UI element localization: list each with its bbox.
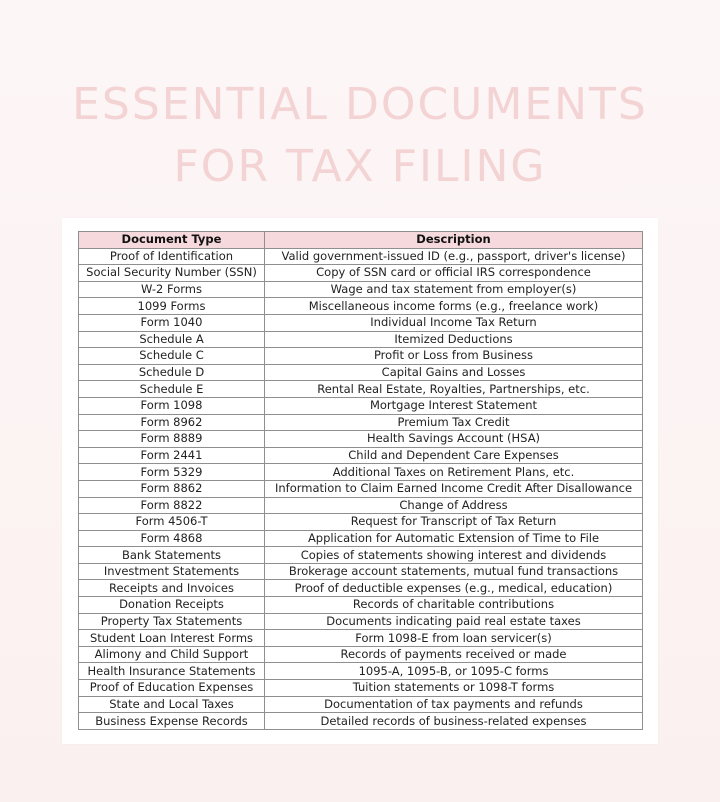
document-type-cell: Form 1098 — [79, 397, 265, 414]
document-type-cell: Form 8889 — [79, 431, 265, 448]
table-row — [79, 530, 643, 547]
table-row — [79, 680, 643, 697]
description-cell: Health Savings Account (HSA) — [265, 431, 643, 448]
document-type-cell: W-2 Forms — [79, 281, 265, 298]
table-row — [79, 414, 643, 431]
document-type-cell: Form 1040 — [79, 314, 265, 331]
document-type-cell: Form 8962 — [79, 414, 265, 431]
description-cell: Child and Dependent Care Expenses — [265, 447, 643, 464]
document-type-cell: Donation Receipts — [79, 597, 265, 614]
table-row — [79, 397, 643, 414]
document-type-cell: Health Insurance Statements — [79, 663, 265, 680]
table-row — [79, 480, 643, 497]
table-row — [79, 447, 643, 464]
document-type-cell: State and Local Taxes — [79, 696, 265, 713]
description-cell: Miscellaneous income forms (e.g., freelance work) — [265, 298, 643, 315]
description-cell: Form 1098-E from loan servicer(s) — [265, 630, 643, 647]
description-cell: Copy of SSN card or official IRS correspondence — [265, 265, 643, 282]
description-cell: Individual Income Tax Return — [265, 314, 643, 331]
table-row — [79, 348, 643, 365]
page-title — [0, 74, 720, 198]
page-title-line-1: ESSENTIAL DOCUMENTS — [72, 79, 648, 130]
description-cell: Detailed records of business-related expenses — [265, 713, 643, 730]
document-type-cell: Proof of Education Expenses — [79, 680, 265, 697]
table-header-row — [79, 232, 643, 249]
document-type-cell: 1099 Forms — [79, 298, 265, 315]
table-row — [79, 563, 643, 580]
documents-table — [78, 231, 643, 730]
table-row — [79, 248, 643, 265]
document-type-cell: Social Security Number (SSN) — [79, 265, 265, 282]
description-cell: Profit or Loss from Business — [265, 348, 643, 365]
table-row — [79, 547, 643, 564]
table-row — [79, 265, 643, 282]
description-cell: Wage and tax statement from employer(s) — [265, 281, 643, 298]
table-card — [62, 218, 658, 744]
document-type-cell: Receipts and Invoices — [79, 580, 265, 597]
table-row — [79, 497, 643, 514]
table-row — [79, 281, 643, 298]
document-type-cell: Form 4868 — [79, 530, 265, 547]
document-type-cell: Schedule A — [79, 331, 265, 348]
description-cell: Additional Taxes on Retirement Plans, etc. — [265, 464, 643, 481]
document-type-cell: Business Expense Records — [79, 713, 265, 730]
page-title-line-2: FOR TAX FILING — [173, 141, 547, 192]
document-type-cell: Schedule D — [79, 364, 265, 381]
document-type-cell: Form 8822 — [79, 497, 265, 514]
table-row — [79, 314, 643, 331]
description-cell: Capital Gains and Losses — [265, 364, 643, 381]
table-row — [79, 298, 643, 315]
description-cell: Documentation of tax payments and refunds — [265, 696, 643, 713]
description-cell: Change of Address — [265, 497, 643, 514]
document-type-cell: Form 2441 — [79, 447, 265, 464]
description-cell: Documents indicating paid real estate taxes — [265, 613, 643, 630]
description-cell: Brokerage account statements, mutual fund transactions — [265, 563, 643, 580]
description-cell: Application for Automatic Extension of Time to File — [265, 530, 643, 547]
table-row — [79, 646, 643, 663]
document-type-cell: Student Loan Interest Forms — [79, 630, 265, 647]
table-row — [79, 364, 643, 381]
table-row — [79, 597, 643, 614]
table-row — [79, 331, 643, 348]
table-row — [79, 464, 643, 481]
description-cell: Information to Claim Earned Income Credit After Disallowance — [265, 480, 643, 497]
description-cell: Records of payments received or made — [265, 646, 643, 663]
document-type-cell: Proof of Identification — [79, 248, 265, 265]
description-cell: Rental Real Estate, Royalties, Partnerships, etc. — [265, 381, 643, 398]
column-header-document-type: Document Type — [79, 232, 265, 249]
document-type-cell: Form 4506-T — [79, 514, 265, 531]
document-type-cell: Bank Statements — [79, 547, 265, 564]
description-cell: Premium Tax Credit — [265, 414, 643, 431]
description-cell: Request for Transcript of Tax Return — [265, 514, 643, 531]
table-row — [79, 630, 643, 647]
document-type-cell: Property Tax Statements — [79, 613, 265, 630]
document-type-cell: Investment Statements — [79, 563, 265, 580]
table-row — [79, 713, 643, 730]
document-type-cell: Schedule C — [79, 348, 265, 365]
table-row — [79, 381, 643, 398]
document-type-cell: Form 8862 — [79, 480, 265, 497]
table-row — [79, 514, 643, 531]
document-type-cell: Schedule E — [79, 381, 265, 398]
description-cell: Tuition statements or 1098-T forms — [265, 680, 643, 697]
table-row — [79, 613, 643, 630]
description-cell: Itemized Deductions — [265, 331, 643, 348]
table-row — [79, 580, 643, 597]
description-cell: Mortgage Interest Statement — [265, 397, 643, 414]
description-cell: Records of charitable contributions — [265, 597, 643, 614]
table-row — [79, 663, 643, 680]
description-cell: Copies of statements showing interest and dividends — [265, 547, 643, 564]
document-type-cell: Alimony and Child Support — [79, 646, 265, 663]
description-cell: 1095-A, 1095-B, or 1095-C forms — [265, 663, 643, 680]
description-cell: Proof of deductible expenses (e.g., medical, education) — [265, 580, 643, 597]
document-type-cell: Form 5329 — [79, 464, 265, 481]
column-header-description: Description — [265, 232, 643, 249]
table-body — [79, 248, 643, 729]
table-row — [79, 696, 643, 713]
table-row — [79, 431, 643, 448]
description-cell: Valid government-issued ID (e.g., passport, driver's license) — [265, 248, 643, 265]
